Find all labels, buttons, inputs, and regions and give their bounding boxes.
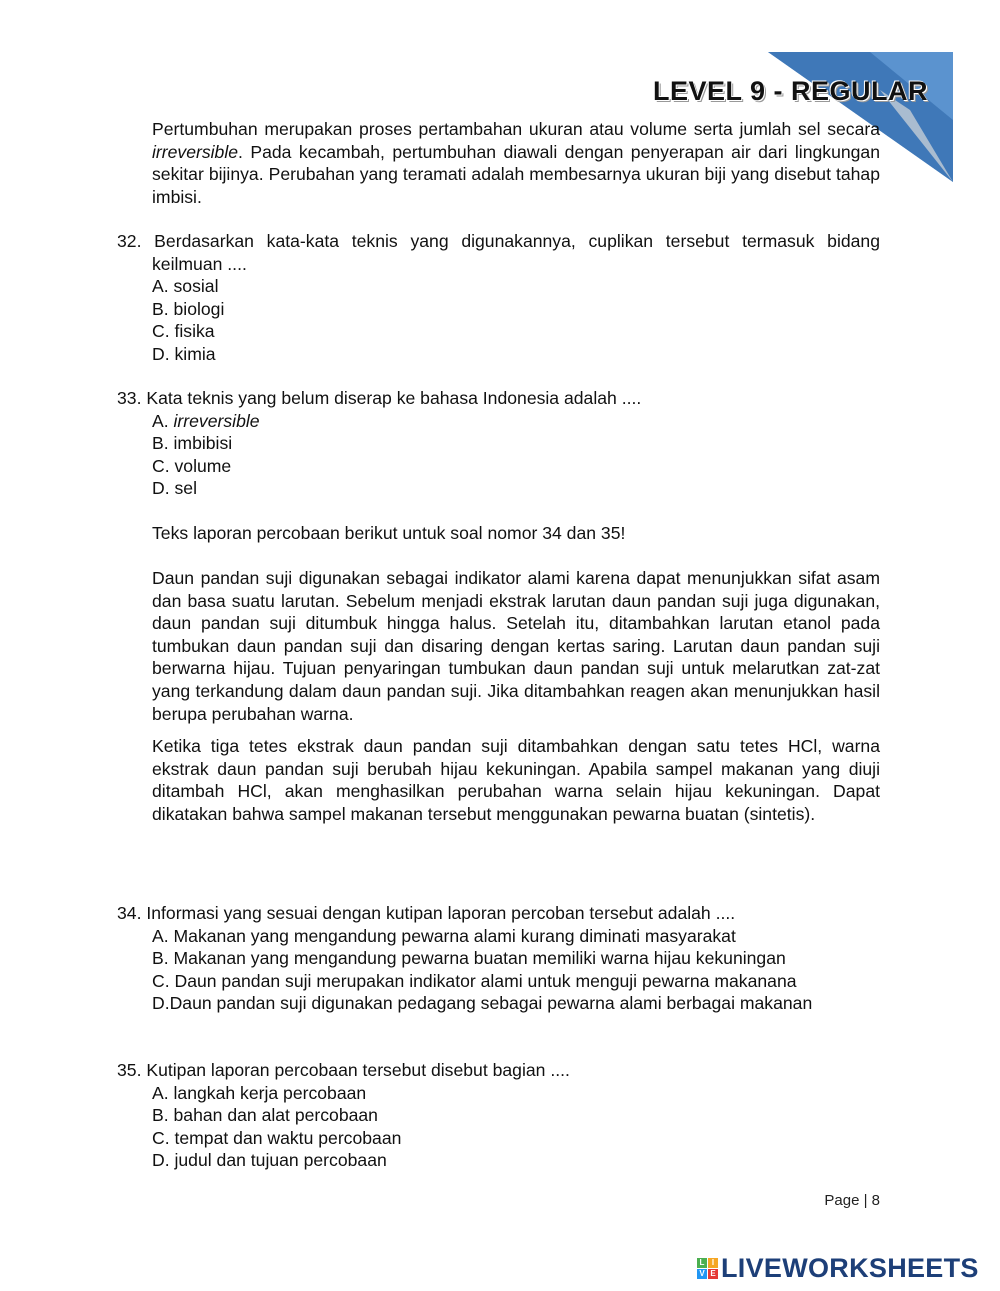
- question-stem: 32. Berdasarkan kata-kata teknis yang digunakannya, cuplikan tersebut termasuk bidang keilmuan ....: [117, 231, 880, 274]
- question-35: [117, 1059, 880, 1172]
- question-stem: 33. Kata teknis yang belum diserap ke bahasa Indonesia adalah ....: [117, 388, 642, 408]
- liveworksheets-logo: L I V E LIVEWORKSHEETS: [697, 1257, 979, 1280]
- passage-experiment: Daun pandan suji digunakan sebagai indikator alami karena dapat menunjukkan sifat asam dan basa suatu larutan. Sebelum menjadi ekstrak larutan daun pandan suji juga digunakan, daun pandan suji ditumbuk hingga halus. Setelah itu, ditambahkan larutan etanol pada tumbukan daun pandan suji dan disaring dengan kertas saring. Larutan daun pandan suji berwarna hijau. Tujuan penyaringan tumbukan daun pandan suji untuk melarutkan zat-zat yang terkandung dalam daun pandan suji. Jika ditambahkan reagen akan menunjukkan hasil berupa perubahan warna. Ketika tiga tetes ekstrak daun pandan suji ditambahkan dengan satu tetes HCl, warna ekstrak daun pandan suji berubah hijau kekuningan. Apabila sampel makanan yang diuji ditambah HCl, akan menghasilkan perubahan warna selain hijau kekuningan. Dapat dikatakan bahwa sampel makanan tersebut menggunakan pewarna buatan (sintetis).: [152, 568, 880, 824]
- option-b[interactable]: B. bahan dan alat percobaan: [152, 1105, 378, 1126]
- level-title: LEVEL 9 - REGULAR: [652, 76, 928, 106]
- option-d[interactable]: D. kimia: [152, 343, 216, 364]
- option-c[interactable]: C. tempat dan waktu percobaan: [152, 1127, 402, 1148]
- option-c[interactable]: C. fisika: [152, 321, 215, 342]
- option-d[interactable]: D.Daun pandan suji digunakan pedagang sebagai pewarna alami berbagai makanan: [152, 993, 813, 1014]
- question-32: [117, 230, 880, 366]
- question-stem: 35. Kutipan laporan percobaan tersebut disebut bagian ....: [117, 1060, 570, 1080]
- option-c[interactable]: C. volume: [152, 455, 232, 476]
- option-a[interactable]: A. langkah kerja percobaan: [152, 1082, 367, 1103]
- passage-growth: Pertumbuhan merupakan proses pertambahan ukuran atau volume serta jumlah sel secara irreversible. Pada kecambah, pertumbuhan diawali dengan penyerapan air dari lingkungan sekitar bijinya. Perubahan yang teramati adalah membesarnya ukuran biji yang disebut tahap imbisi.: [152, 119, 880, 207]
- option-d[interactable]: D. sel: [152, 478, 197, 499]
- question-33: [117, 387, 880, 500]
- question-34: [117, 902, 880, 1015]
- option-b[interactable]: B. imbibisi: [152, 433, 233, 454]
- option-b[interactable]: B. Makanan yang mengandung pewarna buatan memiliki warna hijau kekuningan: [152, 948, 786, 969]
- option-a[interactable]: A. sosial: [152, 276, 219, 297]
- logo-squares-icon: L I V E: [697, 1258, 718, 1279]
- option-a[interactable]: A. Makanan yang mengandung pewarna alami kurang diminati masyarakat: [152, 925, 736, 946]
- option-c[interactable]: C. Daun pandan suji merupakan indikator alami untuk menguji pewarna makanana: [152, 970, 797, 991]
- passage-intro: Teks laporan percobaan berikut untuk soal nomor 34 dan 35!: [152, 523, 626, 543]
- question-stem: 34. Informasi yang sesuai dengan kutipan laporan percoban tersebut adalah ....: [117, 903, 736, 923]
- option-b[interactable]: B. biologi: [152, 298, 225, 319]
- option-a[interactable]: A. irreversible: [152, 410, 260, 431]
- page-number: Page | 8: [824, 1192, 880, 1209]
- option-d[interactable]: D. judul dan tujuan percobaan: [152, 1150, 387, 1171]
